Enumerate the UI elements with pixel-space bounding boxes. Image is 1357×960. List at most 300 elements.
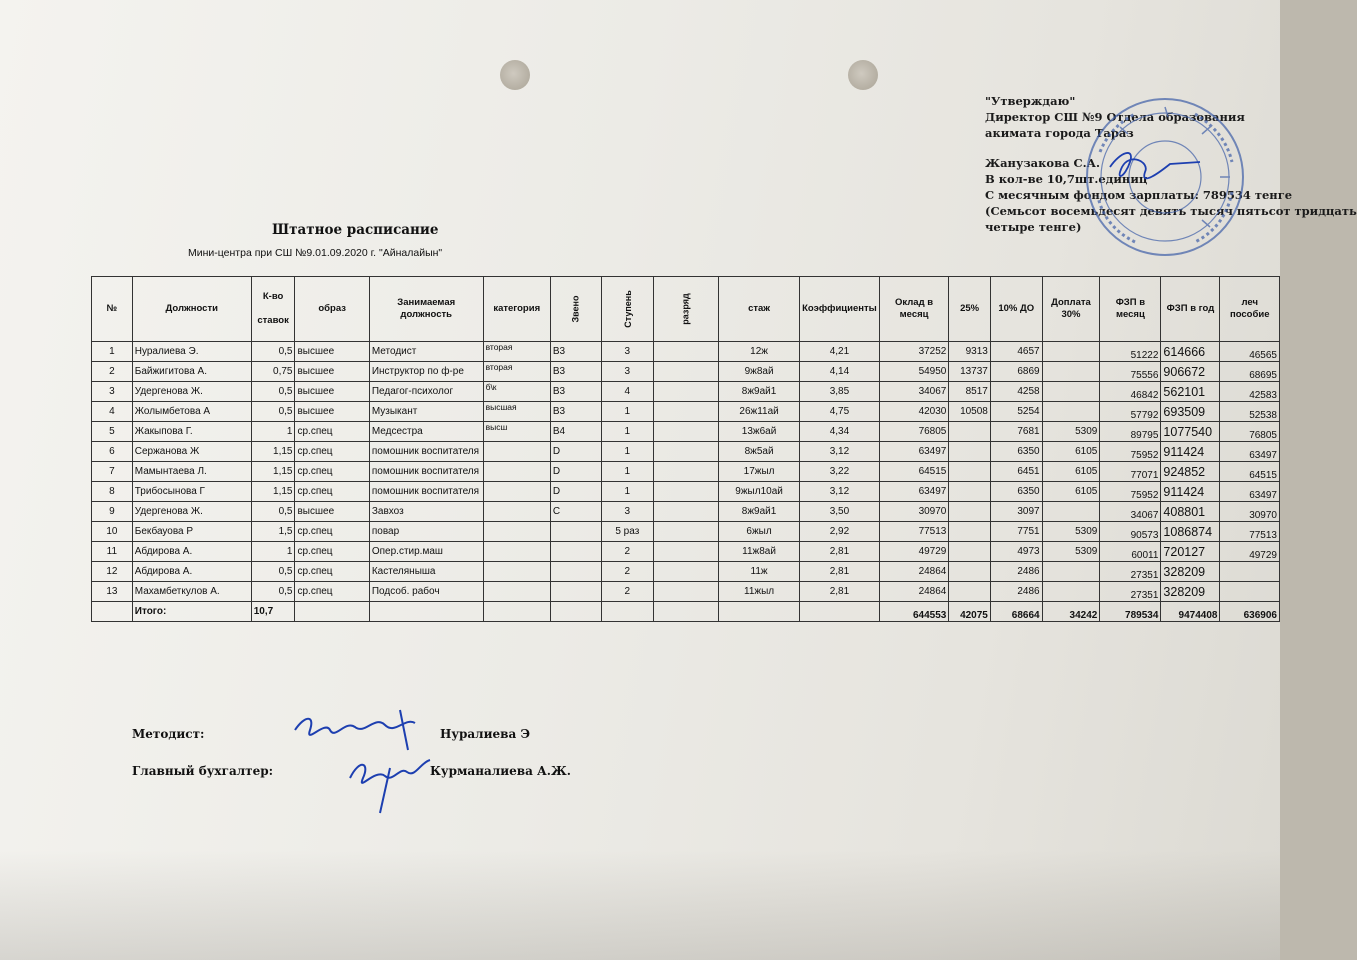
row-fzp-year: 693509 xyxy=(1161,402,1220,422)
row-fzp-year: 1086874 xyxy=(1161,522,1220,542)
row-coefficient: 4,14 xyxy=(800,362,880,382)
header-education: образ xyxy=(295,277,369,342)
row-post: Завхоз xyxy=(369,502,483,522)
row-education: ср.спец xyxy=(295,422,369,442)
row-fzp-year: 1077540 xyxy=(1161,422,1220,442)
total-fzp-year: 9474408 xyxy=(1161,602,1220,622)
row-treat xyxy=(1220,562,1280,582)
row-post: Музыкант xyxy=(369,402,483,422)
header-step-text: Ступень xyxy=(622,289,633,328)
row-p25 xyxy=(949,502,991,522)
row-education: высшее xyxy=(295,362,369,382)
approval-line: акимата города Тараз xyxy=(985,126,1134,140)
row-treat: 42583 xyxy=(1220,382,1280,402)
row-fzp-year: 924852 xyxy=(1161,462,1220,482)
row-rate: 1,15 xyxy=(251,462,295,482)
header-p10: 10% ДО xyxy=(990,277,1042,342)
row-category xyxy=(483,542,550,562)
methodist-name: Нуралиева Э xyxy=(440,727,531,741)
row-bonus: 5309 xyxy=(1042,542,1100,562)
approval-line: С месячным фондом зарплаты: 789534 тенге xyxy=(985,188,1293,202)
row-p25 xyxy=(949,522,991,542)
row-p25 xyxy=(949,562,991,582)
row-link: В3 xyxy=(550,342,601,362)
row-treat xyxy=(1220,582,1280,602)
row-link: D xyxy=(550,442,601,462)
table-row xyxy=(92,542,1280,562)
row-step: 1 xyxy=(601,482,653,502)
row-grade xyxy=(653,562,718,582)
row-bonus xyxy=(1042,342,1100,362)
row-fzp-year: 911424 xyxy=(1161,482,1220,502)
staff-table xyxy=(91,276,1280,622)
row-num: 11 xyxy=(92,542,133,562)
row-category xyxy=(483,482,550,502)
header-step xyxy=(601,277,653,342)
row-link: D xyxy=(550,462,601,482)
row-name: Жолымбетова А xyxy=(132,402,251,422)
row-name: Бекбауова Р xyxy=(132,522,251,542)
row-fzp-year: 906672 xyxy=(1161,362,1220,382)
row-step: 5 раз xyxy=(601,522,653,542)
header-fzp-month: ФЗП в месяц xyxy=(1100,277,1161,342)
row-bonus: 6105 xyxy=(1042,442,1100,462)
row-education: высшее xyxy=(295,502,369,522)
row-step: 2 xyxy=(601,562,653,582)
row-experience: 26ж11ай xyxy=(719,402,800,422)
row-p10: 6350 xyxy=(990,442,1042,462)
header-salary: Оклад в месяц xyxy=(879,277,949,342)
total-row xyxy=(92,602,1280,622)
total-label: Итого: xyxy=(132,602,251,622)
row-treat: 77513 xyxy=(1220,522,1280,542)
row-name: Трибосынова Г xyxy=(132,482,251,502)
row-link: D xyxy=(550,482,601,502)
row-salary: 24864 xyxy=(879,562,949,582)
row-post: Медсестра xyxy=(369,422,483,442)
row-p10: 7681 xyxy=(990,422,1042,442)
row-fzp-year: 720127 xyxy=(1161,542,1220,562)
row-post: помошник воспитателя xyxy=(369,442,483,462)
header-experience: стаж xyxy=(719,277,800,342)
accountant-signature-icon xyxy=(345,748,435,818)
row-salary: 49729 xyxy=(879,542,949,562)
methodist-label: Методист: xyxy=(132,727,205,741)
header-rates-top: К-во xyxy=(262,291,284,302)
row-salary: 34067 xyxy=(879,382,949,402)
table-row xyxy=(92,382,1280,402)
row-category xyxy=(483,522,550,542)
row-rate: 1,15 xyxy=(251,442,295,462)
row-category xyxy=(483,562,550,582)
row-grade xyxy=(653,462,718,482)
row-education: ср.спец xyxy=(295,522,369,542)
row-rate: 0,5 xyxy=(251,342,295,362)
row-fzp-year: 614666 xyxy=(1161,342,1220,362)
row-education: высшее xyxy=(295,382,369,402)
header-p25: 25% xyxy=(949,277,991,342)
row-grade xyxy=(653,482,718,502)
row-name: Байжигитова А. xyxy=(132,362,251,382)
row-name: Абдирова А. xyxy=(132,562,251,582)
table-row xyxy=(92,482,1280,502)
row-coefficient: 3,85 xyxy=(800,382,880,402)
row-post: помошник воспитателя xyxy=(369,482,483,502)
table-row xyxy=(92,462,1280,482)
row-education: высшее xyxy=(295,402,369,422)
row-salary: 24864 xyxy=(879,582,949,602)
header-category: категория xyxy=(483,277,550,342)
header-link xyxy=(550,277,601,342)
row-p10: 3097 xyxy=(990,502,1042,522)
row-fzp-month: 34067 xyxy=(1100,502,1161,522)
row-grade xyxy=(653,342,718,362)
row-link: С xyxy=(550,502,601,522)
row-coefficient: 3,12 xyxy=(800,482,880,502)
row-education: ср.спец xyxy=(295,482,369,502)
row-rate: 1 xyxy=(251,542,295,562)
row-step: 3 xyxy=(601,362,653,382)
row-post: Подсоб. рабоч xyxy=(369,582,483,602)
header-num: № xyxy=(92,277,133,342)
approval-line: Директор СШ №9 Отдела образования xyxy=(985,110,1245,124)
header-link-text: Звено xyxy=(570,295,581,322)
row-fzp-month: 77071 xyxy=(1100,462,1161,482)
row-post: Педагог-психолог xyxy=(369,382,483,402)
row-treat: 63497 xyxy=(1220,442,1280,462)
row-experience: 11ж xyxy=(719,562,800,582)
row-salary: 30970 xyxy=(879,502,949,522)
header-treat: леч пособие xyxy=(1220,277,1280,342)
row-rate: 0,5 xyxy=(251,562,295,582)
table-row xyxy=(92,402,1280,422)
row-fzp-month: 75556 xyxy=(1100,362,1161,382)
row-step: 2 xyxy=(601,582,653,602)
approval-line: В кол-ве 10,7шт.единиц xyxy=(985,172,1148,186)
row-link xyxy=(550,562,601,582)
row-fzp-month: 27351 xyxy=(1100,582,1161,602)
page-title: Штатное расписание xyxy=(272,222,439,238)
row-grade xyxy=(653,502,718,522)
approval-line: четыре тенге) xyxy=(985,220,1082,234)
punch-hole xyxy=(848,60,878,90)
total-treat: 636906 xyxy=(1220,602,1280,622)
row-education: ср.спец xyxy=(295,442,369,462)
row-salary: 64515 xyxy=(879,462,949,482)
row-name: Сержанова Ж xyxy=(132,442,251,462)
row-post: Кастеляныша xyxy=(369,562,483,582)
row-fzp-year: 562101 xyxy=(1161,382,1220,402)
row-step: 3 xyxy=(601,502,653,522)
row-fzp-month: 89795 xyxy=(1100,422,1161,442)
row-num: 8 xyxy=(92,482,133,502)
accountant-label: Главный бухгалтер: xyxy=(132,764,274,778)
row-num: 6 xyxy=(92,442,133,462)
table-row xyxy=(92,502,1280,522)
punch-hole xyxy=(500,60,530,90)
page-subtitle: Мини-центра при СШ №9.01.09.2020 г. "Айналайын" xyxy=(188,247,443,259)
row-fzp-month: 27351 xyxy=(1100,562,1161,582)
row-salary: 37252 xyxy=(879,342,949,362)
row-step: 1 xyxy=(601,402,653,422)
row-bonus xyxy=(1042,382,1100,402)
row-fzp-month: 57792 xyxy=(1100,402,1161,422)
row-grade xyxy=(653,542,718,562)
row-link: В4 xyxy=(550,422,601,442)
row-step: 4 xyxy=(601,382,653,402)
table-header-row xyxy=(92,277,1280,342)
row-step: 2 xyxy=(601,542,653,562)
row-p25 xyxy=(949,582,991,602)
row-category xyxy=(483,502,550,522)
row-bonus xyxy=(1042,582,1100,602)
row-coefficient: 4,21 xyxy=(800,342,880,362)
row-treat: 46565 xyxy=(1220,342,1280,362)
row-link xyxy=(550,522,601,542)
row-step: 1 xyxy=(601,422,653,442)
total-salary: 644553 xyxy=(879,602,949,622)
row-fzp-year: 408801 xyxy=(1161,502,1220,522)
row-treat: 52538 xyxy=(1220,402,1280,422)
header-position: Должности xyxy=(132,277,251,342)
row-education: ср.спец xyxy=(295,562,369,582)
row-rate: 0,5 xyxy=(251,402,295,422)
row-bonus: 6105 xyxy=(1042,482,1100,502)
approval-line: "Утверждаю" xyxy=(985,94,1076,108)
row-salary: 54950 xyxy=(879,362,949,382)
row-experience: 12ж xyxy=(719,342,800,362)
row-coefficient: 2,81 xyxy=(800,562,880,582)
row-education: высшее xyxy=(295,342,369,362)
row-fzp-month: 75952 xyxy=(1100,482,1161,502)
row-bonus: 6105 xyxy=(1042,462,1100,482)
row-step: 1 xyxy=(601,462,653,482)
row-post: Методист xyxy=(369,342,483,362)
row-name: Мамынтаева Л. xyxy=(132,462,251,482)
table-row xyxy=(92,522,1280,542)
header-coefficient: Коэффициенты xyxy=(800,277,880,342)
row-coefficient: 4,75 xyxy=(800,402,880,422)
row-category: вторая xyxy=(483,342,550,362)
row-salary: 42030 xyxy=(879,402,949,422)
table-row xyxy=(92,562,1280,582)
row-education: ср.спец xyxy=(295,462,369,482)
total-num xyxy=(92,602,133,622)
row-num: 10 xyxy=(92,522,133,542)
header-bonus30: Доплата 30% xyxy=(1042,277,1100,342)
row-salary: 63497 xyxy=(879,442,949,462)
header-fzp-year: ФЗП в год xyxy=(1161,277,1220,342)
table-row xyxy=(92,582,1280,602)
row-name: Махамбеткулов А. xyxy=(132,582,251,602)
row-p25: 13737 xyxy=(949,362,991,382)
row-bonus xyxy=(1042,502,1100,522)
header-post: Занимаемая должность xyxy=(369,277,483,342)
row-bonus: 5309 xyxy=(1042,422,1100,442)
row-grade xyxy=(653,522,718,542)
row-experience: 8ж5ай xyxy=(719,442,800,462)
header-grade-text: разряд xyxy=(681,292,691,325)
row-step: 3 xyxy=(601,342,653,362)
row-rate: 1,15 xyxy=(251,482,295,502)
row-coefficient: 3,22 xyxy=(800,462,880,482)
row-fzp-month: 51222 xyxy=(1100,342,1161,362)
row-rate: 1 xyxy=(251,422,295,442)
row-treat: 64515 xyxy=(1220,462,1280,482)
row-p25: 9313 xyxy=(949,342,991,362)
row-treat: 68695 xyxy=(1220,362,1280,382)
row-p10: 6350 xyxy=(990,482,1042,502)
row-name: Удергенова Ж. xyxy=(132,382,251,402)
table-row xyxy=(92,362,1280,382)
row-category: вторая xyxy=(483,362,550,382)
row-treat: 63497 xyxy=(1220,482,1280,502)
row-category: высшая xyxy=(483,402,550,422)
row-link xyxy=(550,582,601,602)
row-experience: 11ж8ай xyxy=(719,542,800,562)
row-coefficient: 3,12 xyxy=(800,442,880,462)
row-education: ср.спец xyxy=(295,542,369,562)
row-grade xyxy=(653,582,718,602)
row-salary: 63497 xyxy=(879,482,949,502)
approval-line: (Семьсот восемьдесят девять тысяч пятьсот тридцать xyxy=(985,204,1357,218)
row-num: 4 xyxy=(92,402,133,422)
row-experience: 8ж9ай1 xyxy=(719,502,800,522)
row-p10: 5254 xyxy=(990,402,1042,422)
total-fzp-month: 789534 xyxy=(1100,602,1161,622)
row-p25 xyxy=(949,482,991,502)
row-post: помошник воспитателя xyxy=(369,462,483,482)
row-treat: 49729 xyxy=(1220,542,1280,562)
row-p10: 6869 xyxy=(990,362,1042,382)
row-num: 1 xyxy=(92,342,133,362)
row-p25 xyxy=(949,542,991,562)
row-treat: 76805 xyxy=(1220,422,1280,442)
row-name: Нуралиева Э. xyxy=(132,342,251,362)
row-p10: 6451 xyxy=(990,462,1042,482)
row-experience: 9жыл10ай xyxy=(719,482,800,502)
row-p10: 4657 xyxy=(990,342,1042,362)
row-fzp-month: 60011 xyxy=(1100,542,1161,562)
row-coefficient: 4,34 xyxy=(800,422,880,442)
row-rate: 0,5 xyxy=(251,382,295,402)
row-name: Жакыпова Г. xyxy=(132,422,251,442)
row-experience: 11жыл xyxy=(719,582,800,602)
row-post: Опер.стир.маш xyxy=(369,542,483,562)
row-num: 2 xyxy=(92,362,133,382)
total-p10: 68664 xyxy=(990,602,1042,622)
official-stamp-icon xyxy=(1060,92,1250,262)
row-category: б\к xyxy=(483,382,550,402)
approval-line: Жанузакова С.А. xyxy=(985,156,1101,170)
row-fzp-month: 46842 xyxy=(1100,382,1161,402)
row-salary: 76805 xyxy=(879,422,949,442)
row-num: 13 xyxy=(92,582,133,602)
total-p25: 42075 xyxy=(949,602,991,622)
row-p25 xyxy=(949,442,991,462)
row-p25 xyxy=(949,422,991,442)
row-coefficient: 2,81 xyxy=(800,542,880,562)
row-p10: 7751 xyxy=(990,522,1042,542)
row-p10: 2486 xyxy=(990,582,1042,602)
table-row xyxy=(92,422,1280,442)
total-bonus: 34242 xyxy=(1042,602,1100,622)
row-rate: 0,75 xyxy=(251,362,295,382)
row-post: повар xyxy=(369,522,483,542)
row-post: Инструктор по ф-ре xyxy=(369,362,483,382)
row-fzp-year: 328209 xyxy=(1161,562,1220,582)
row-num: 9 xyxy=(92,502,133,522)
row-num: 3 xyxy=(92,382,133,402)
row-coefficient: 2,81 xyxy=(800,582,880,602)
accountant-name: Курманалиева А.Ж. xyxy=(430,764,571,778)
row-p25 xyxy=(949,462,991,482)
header-rates-bottom: ставок xyxy=(257,315,289,326)
row-num: 7 xyxy=(92,462,133,482)
header-rates xyxy=(251,277,295,342)
row-fzp-month: 90573 xyxy=(1100,522,1161,542)
table-row xyxy=(92,442,1280,462)
row-category xyxy=(483,582,550,602)
row-salary: 77513 xyxy=(879,522,949,542)
row-num: 5 xyxy=(92,422,133,442)
row-p25: 8517 xyxy=(949,382,991,402)
row-step: 1 xyxy=(601,442,653,462)
row-bonus xyxy=(1042,362,1100,382)
row-category xyxy=(483,462,550,482)
row-grade xyxy=(653,382,718,402)
row-fzp-month: 75952 xyxy=(1100,442,1161,462)
row-bonus xyxy=(1042,562,1100,582)
row-experience: 9ж8ай xyxy=(719,362,800,382)
row-rate: 0,5 xyxy=(251,582,295,602)
row-rate: 1,5 xyxy=(251,522,295,542)
header-grade xyxy=(653,277,718,342)
row-fzp-year: 911424 xyxy=(1161,442,1220,462)
row-num: 12 xyxy=(92,562,133,582)
row-education: ср.спец xyxy=(295,582,369,602)
row-experience: 8ж9ай1 xyxy=(719,382,800,402)
row-grade xyxy=(653,442,718,462)
row-coefficient: 2,92 xyxy=(800,522,880,542)
row-link: В3 xyxy=(550,402,601,422)
row-p10: 2486 xyxy=(990,562,1042,582)
row-bonus: 5309 xyxy=(1042,522,1100,542)
row-experience: 13ж6ай xyxy=(719,422,800,442)
row-p10: 4258 xyxy=(990,382,1042,402)
row-p25: 10508 xyxy=(949,402,991,422)
total-rate: 10,7 xyxy=(251,602,295,622)
row-experience: 6жыл xyxy=(719,522,800,542)
table-body xyxy=(92,342,1280,602)
row-name: Удергенова Ж. xyxy=(132,502,251,522)
row-grade xyxy=(653,422,718,442)
table-row xyxy=(92,342,1280,362)
row-link xyxy=(550,542,601,562)
row-bonus xyxy=(1042,402,1100,422)
row-grade xyxy=(653,362,718,382)
row-experience: 17жыл xyxy=(719,462,800,482)
row-p10: 4973 xyxy=(990,542,1042,562)
row-link: В3 xyxy=(550,382,601,402)
row-name: Абдирова А. xyxy=(132,542,251,562)
row-rate: 0,5 xyxy=(251,502,295,522)
row-grade xyxy=(653,402,718,422)
row-category: высш xyxy=(483,422,550,442)
row-fzp-year: 328209 xyxy=(1161,582,1220,602)
row-category xyxy=(483,442,550,462)
row-coefficient: 3,50 xyxy=(800,502,880,522)
